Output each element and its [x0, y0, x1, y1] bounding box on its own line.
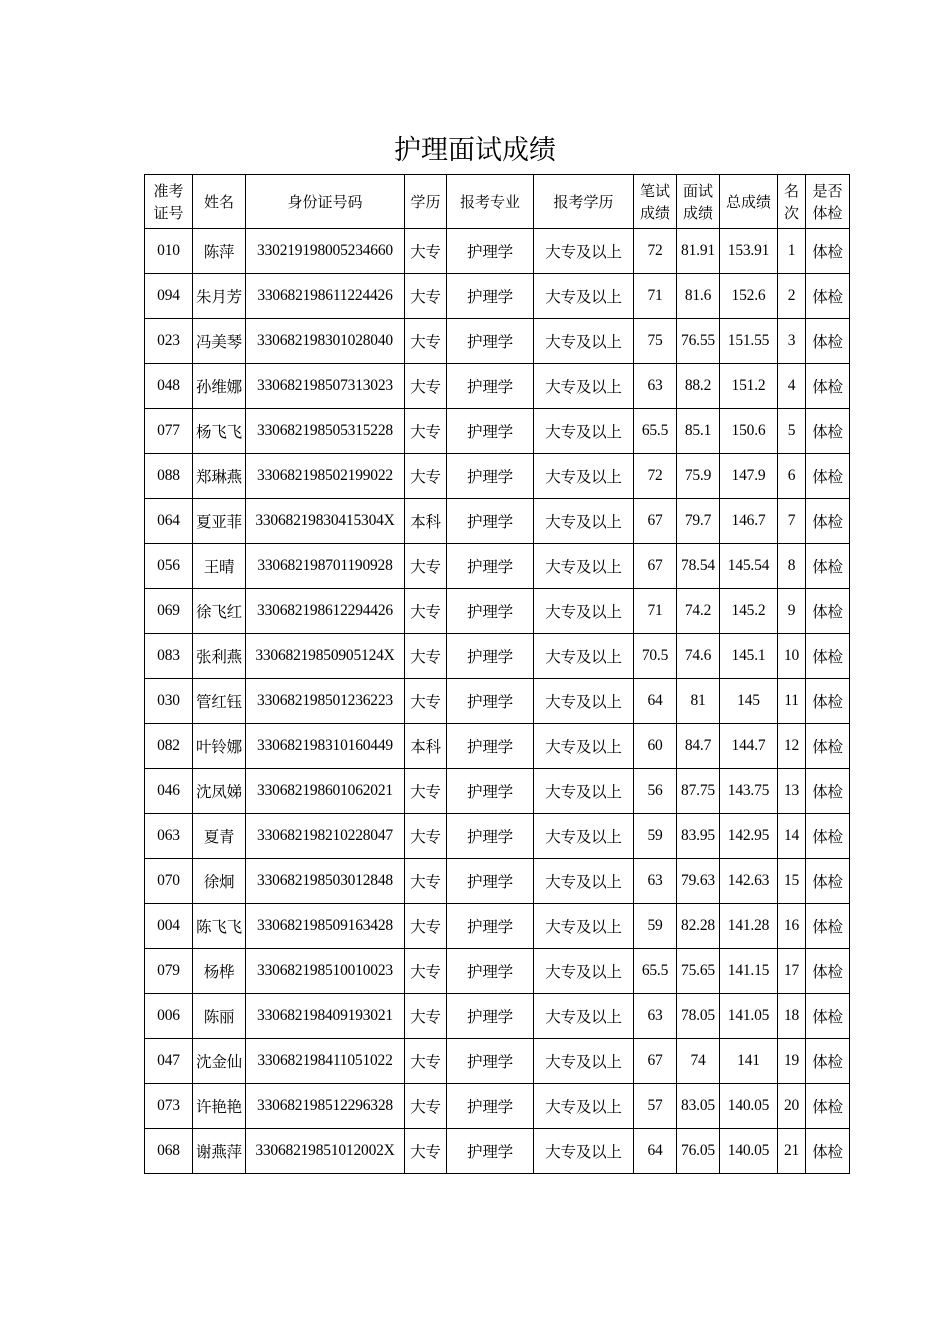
major-cell: 护理学: [447, 814, 534, 859]
name-cell: 徐炯: [193, 859, 246, 904]
required-education-cell: 大专及以上: [534, 679, 634, 724]
education-cell: 大专: [405, 1039, 447, 1084]
total-score-cell: 151.2: [720, 364, 778, 409]
written-score-cell: 70.5: [634, 634, 677, 679]
physical-exam-cell: 体检: [806, 904, 850, 949]
required-education-cell: 大专及以上: [534, 1039, 634, 1084]
rank-cell: 5: [778, 409, 806, 454]
interview-score-cell: 87.75: [677, 769, 720, 814]
interview-score-cell: 81.91: [677, 229, 720, 274]
total-score-cell: 152.6: [720, 274, 778, 319]
header-written-score: 笔试成绩: [639, 181, 670, 222]
header-cell: [193, 175, 246, 229]
required-education-cell: 大专及以上: [534, 499, 634, 544]
written-score-cell: 75: [634, 319, 677, 364]
rank-cell: 17: [778, 949, 806, 994]
major-cell: 护理学: [447, 589, 534, 634]
name-cell: 谢燕萍: [193, 1129, 246, 1174]
required-education-cell: 大专及以上: [534, 589, 634, 634]
id-number-cell: 330682198505315228: [246, 409, 405, 454]
rank-cell: 18: [778, 994, 806, 1039]
physical-exam-cell: 体检: [806, 1084, 850, 1129]
physical-exam-cell: 体检: [806, 859, 850, 904]
id-number-cell: 330682198502199022: [246, 454, 405, 499]
id-number-cell: 330682198507313023: [246, 364, 405, 409]
table-row: [145, 679, 850, 724]
id-number-cell: 330682198301028040: [246, 319, 405, 364]
major-cell: 护理学: [447, 949, 534, 994]
exam-no-cell: 023: [145, 319, 193, 364]
interview-score-cell: 81.6: [677, 274, 720, 319]
required-education-cell: 大专及以上: [534, 364, 634, 409]
physical-exam-cell: 体检: [806, 274, 850, 319]
education-cell: 大专: [405, 1084, 447, 1129]
total-score-cell: 141: [720, 1039, 778, 1084]
id-number-cell: 330682198310160449: [246, 724, 405, 769]
header-cell: [778, 175, 806, 229]
required-education-cell: 大专及以上: [534, 949, 634, 994]
education-cell: 本科: [405, 499, 447, 544]
physical-exam-cell: 体检: [806, 1129, 850, 1174]
name-cell: 徐飞红: [193, 589, 246, 634]
header-required-education: 报考学历: [553, 192, 614, 211]
rank-cell: 12: [778, 724, 806, 769]
exam-no-cell: 010: [145, 229, 193, 274]
name-cell: 陈丽: [193, 994, 246, 1039]
total-score-cell: 145.2: [720, 589, 778, 634]
physical-exam-cell: 体检: [806, 589, 850, 634]
interview-score-cell: 88.2: [677, 364, 720, 409]
exam-no-cell: 048: [145, 364, 193, 409]
written-score-cell: 63: [634, 994, 677, 1039]
education-cell: 大专: [405, 814, 447, 859]
major-cell: 护理学: [447, 1039, 534, 1084]
written-score-cell: 65.5: [634, 409, 677, 454]
total-score-cell: 150.6: [720, 409, 778, 454]
header-cell: [405, 175, 447, 229]
major-cell: 护理学: [447, 229, 534, 274]
name-cell: 叶铃娜: [193, 724, 246, 769]
physical-exam-cell: 体检: [806, 724, 850, 769]
name-cell: 夏亚菲: [193, 499, 246, 544]
id-number-cell: 330682198501236223: [246, 679, 405, 724]
rank-cell: 13: [778, 769, 806, 814]
exam-no-cell: 070: [145, 859, 193, 904]
written-score-cell: 57: [634, 1084, 677, 1129]
required-education-cell: 大专及以上: [534, 904, 634, 949]
score-table: [144, 174, 850, 1174]
physical-exam-cell: 体检: [806, 814, 850, 859]
education-cell: 大专: [405, 364, 447, 409]
table-row: [145, 409, 850, 454]
physical-exam-cell: 体检: [806, 229, 850, 274]
table-row: [145, 1084, 850, 1129]
rank-cell: 20: [778, 1084, 806, 1129]
name-cell: 杨飞飞: [193, 409, 246, 454]
rank-cell: 15: [778, 859, 806, 904]
required-education-cell: 大专及以上: [534, 454, 634, 499]
exam-no-cell: 046: [145, 769, 193, 814]
rank-cell: 6: [778, 454, 806, 499]
total-score-cell: 141.15: [720, 949, 778, 994]
header-physical-exam: 是否体检: [812, 181, 843, 222]
major-cell: 护理学: [447, 769, 534, 814]
table-row: [145, 724, 850, 769]
education-cell: 大专: [405, 904, 447, 949]
major-cell: 护理学: [447, 679, 534, 724]
required-education-cell: 大专及以上: [534, 274, 634, 319]
exam-no-cell: 073: [145, 1084, 193, 1129]
interview-score-cell: 74: [677, 1039, 720, 1084]
interview-score-cell: 81: [677, 679, 720, 724]
header-cell: [447, 175, 534, 229]
physical-exam-cell: 体检: [806, 544, 850, 589]
interview-score-cell: 76.05: [677, 1129, 720, 1174]
table-row: [145, 859, 850, 904]
header-rank: 名次: [783, 181, 799, 222]
physical-exam-cell: 体检: [806, 409, 850, 454]
table-row: [145, 769, 850, 814]
exam-no-cell: 079: [145, 949, 193, 994]
education-cell: 大专: [405, 544, 447, 589]
major-cell: 护理学: [447, 544, 534, 589]
total-score-cell: 140.05: [720, 1129, 778, 1174]
total-score-cell: 141.05: [720, 994, 778, 1039]
physical-exam-cell: 体检: [806, 679, 850, 724]
total-score-cell: 140.05: [720, 1084, 778, 1129]
table-row: [145, 499, 850, 544]
rank-cell: 16: [778, 904, 806, 949]
exam-no-cell: 030: [145, 679, 193, 724]
id-number-cell: 330682198611224426: [246, 274, 405, 319]
id-number-cell: 330219198005234660: [246, 229, 405, 274]
written-score-cell: 59: [634, 904, 677, 949]
written-score-cell: 63: [634, 364, 677, 409]
header-id-number: 身份证号码: [287, 192, 363, 211]
name-cell: 张利燕: [193, 634, 246, 679]
id-number-cell: 33068219850905124X: [246, 634, 405, 679]
header-major: 报考专业: [459, 192, 520, 211]
total-score-cell: 144.7: [720, 724, 778, 769]
education-cell: 大专: [405, 274, 447, 319]
major-cell: 护理学: [447, 1084, 534, 1129]
required-education-cell: 大专及以上: [534, 544, 634, 589]
header-total-score: 总成绩: [725, 192, 771, 211]
required-education-cell: 大专及以上: [534, 1129, 634, 1174]
total-score-cell: 151.55: [720, 319, 778, 364]
table-row: [145, 589, 850, 634]
education-cell: 大专: [405, 229, 447, 274]
major-cell: 护理学: [447, 994, 534, 1039]
major-cell: 护理学: [447, 409, 534, 454]
interview-score-cell: 76.55: [677, 319, 720, 364]
exam-no-cell: 082: [145, 724, 193, 769]
rank-cell: 9: [778, 589, 806, 634]
written-score-cell: 63: [634, 859, 677, 904]
exam-no-cell: 064: [145, 499, 193, 544]
id-number-cell: 33068219851012002X: [246, 1129, 405, 1174]
physical-exam-cell: 体检: [806, 499, 850, 544]
name-cell: 陈飞飞: [193, 904, 246, 949]
rank-cell: 3: [778, 319, 806, 364]
exam-no-cell: 056: [145, 544, 193, 589]
rank-cell: 4: [778, 364, 806, 409]
major-cell: 护理学: [447, 1129, 534, 1174]
written-score-cell: 59: [634, 814, 677, 859]
education-cell: 大专: [405, 949, 447, 994]
total-score-cell: 145.1: [720, 634, 778, 679]
interview-score-cell: 79.7: [677, 499, 720, 544]
interview-score-cell: 83.95: [677, 814, 720, 859]
id-number-cell: 330682198409193021: [246, 994, 405, 1039]
table-row: [145, 544, 850, 589]
education-cell: 大专: [405, 994, 447, 1039]
header-cell: [720, 175, 778, 229]
header-cell: [246, 175, 405, 229]
exam-no-cell: 047: [145, 1039, 193, 1084]
physical-exam-cell: 体检: [806, 949, 850, 994]
rank-cell: 7: [778, 499, 806, 544]
id-number-cell: 330682198503012848: [246, 859, 405, 904]
exam-no-cell: 069: [145, 589, 193, 634]
header-exam-no: 准考证号: [153, 181, 184, 222]
header-cell: [534, 175, 634, 229]
total-score-cell: 146.7: [720, 499, 778, 544]
education-cell: 大专: [405, 769, 447, 814]
written-score-cell: 72: [634, 229, 677, 274]
required-education-cell: 大专及以上: [534, 229, 634, 274]
table-row: [145, 994, 850, 1039]
written-score-cell: 71: [634, 589, 677, 634]
required-education-cell: 大专及以上: [534, 814, 634, 859]
table-row: [145, 364, 850, 409]
interview-score-cell: 75.65: [677, 949, 720, 994]
written-score-cell: 67: [634, 544, 677, 589]
table-row: [145, 949, 850, 994]
rank-cell: 21: [778, 1129, 806, 1174]
physical-exam-cell: 体检: [806, 634, 850, 679]
total-score-cell: 147.9: [720, 454, 778, 499]
written-score-cell: 67: [634, 499, 677, 544]
written-score-cell: 67: [634, 1039, 677, 1084]
name-cell: 王晴: [193, 544, 246, 589]
exam-no-cell: 004: [145, 904, 193, 949]
total-score-cell: 145: [720, 679, 778, 724]
major-cell: 护理学: [447, 724, 534, 769]
interview-score-cell: 82.28: [677, 904, 720, 949]
table-row: [145, 229, 850, 274]
education-cell: 大专: [405, 409, 447, 454]
name-cell: 朱月芳: [193, 274, 246, 319]
required-education-cell: 大专及以上: [534, 409, 634, 454]
required-education-cell: 大专及以上: [534, 994, 634, 1039]
table-row: [145, 634, 850, 679]
education-cell: 大专: [405, 679, 447, 724]
interview-score-cell: 78.54: [677, 544, 720, 589]
total-score-cell: 142.95: [720, 814, 778, 859]
major-cell: 护理学: [447, 364, 534, 409]
written-score-cell: 56: [634, 769, 677, 814]
education-cell: 大专: [405, 1129, 447, 1174]
major-cell: 护理学: [447, 274, 534, 319]
header-education: 学历: [410, 192, 441, 211]
name-cell: 沈凤娣: [193, 769, 246, 814]
exam-no-cell: 068: [145, 1129, 193, 1174]
required-education-cell: 大专及以上: [534, 634, 634, 679]
total-score-cell: 143.75: [720, 769, 778, 814]
page-title: 护理面试成绩: [394, 135, 556, 166]
id-number-cell: 330682198701190928: [246, 544, 405, 589]
table-body: [145, 229, 850, 1174]
id-number-cell: 330682198512296328: [246, 1084, 405, 1129]
table-row: [145, 1039, 850, 1084]
written-score-cell: 72: [634, 454, 677, 499]
written-score-cell: 64: [634, 1129, 677, 1174]
major-cell: 护理学: [447, 499, 534, 544]
physical-exam-cell: 体检: [806, 1039, 850, 1084]
education-cell: 本科: [405, 724, 447, 769]
id-number-cell: 330682198510010023: [246, 949, 405, 994]
name-cell: 冯美琴: [193, 319, 246, 364]
interview-score-cell: 74.6: [677, 634, 720, 679]
total-score-cell: 153.91: [720, 229, 778, 274]
rank-cell: 1: [778, 229, 806, 274]
total-score-cell: 145.54: [720, 544, 778, 589]
rank-cell: 14: [778, 814, 806, 859]
education-cell: 大专: [405, 859, 447, 904]
name-cell: 许艳艳: [193, 1084, 246, 1129]
table-row: [145, 1129, 850, 1174]
exam-no-cell: 063: [145, 814, 193, 859]
major-cell: 护理学: [447, 634, 534, 679]
interview-score-cell: 79.63: [677, 859, 720, 904]
written-score-cell: 64: [634, 679, 677, 724]
interview-score-cell: 78.05: [677, 994, 720, 1039]
table-row: [145, 274, 850, 319]
table-row: [145, 454, 850, 499]
header-row: [145, 175, 850, 229]
rank-cell: 8: [778, 544, 806, 589]
exam-no-cell: 077: [145, 409, 193, 454]
interview-score-cell: 84.7: [677, 724, 720, 769]
education-cell: 大专: [405, 319, 447, 364]
major-cell: 护理学: [447, 319, 534, 364]
id-number-cell: 330682198612294426: [246, 589, 405, 634]
physical-exam-cell: 体检: [806, 364, 850, 409]
major-cell: 护理学: [447, 859, 534, 904]
total-score-cell: 142.63: [720, 859, 778, 904]
name-cell: 沈金仙: [193, 1039, 246, 1084]
exam-no-cell: 094: [145, 274, 193, 319]
major-cell: 护理学: [447, 454, 534, 499]
name-cell: 孙维娜: [193, 364, 246, 409]
interview-score-cell: 74.2: [677, 589, 720, 634]
interview-score-cell: 85.1: [677, 409, 720, 454]
id-number-cell: 330682198601062021: [246, 769, 405, 814]
rank-cell: 2: [778, 274, 806, 319]
interview-score-cell: 83.05: [677, 1084, 720, 1129]
exam-no-cell: 083: [145, 634, 193, 679]
education-cell: 大专: [405, 634, 447, 679]
header-cell: [677, 175, 720, 229]
header-interview-score: 面试成绩: [682, 181, 713, 222]
required-education-cell: 大专及以上: [534, 724, 634, 769]
id-number-cell: 33068219830415304X: [246, 499, 405, 544]
header-cell: [806, 175, 850, 229]
table-row: [145, 904, 850, 949]
written-score-cell: 71: [634, 274, 677, 319]
exam-no-cell: 006: [145, 994, 193, 1039]
header-cell: [634, 175, 677, 229]
written-score-cell: 65.5: [634, 949, 677, 994]
physical-exam-cell: 体检: [806, 319, 850, 364]
physical-exam-cell: 体检: [806, 994, 850, 1039]
education-cell: 大专: [405, 589, 447, 634]
id-number-cell: 330682198509163428: [246, 904, 405, 949]
physical-exam-cell: 体检: [806, 454, 850, 499]
id-number-cell: 330682198411051022: [246, 1039, 405, 1084]
name-cell: 陈萍: [193, 229, 246, 274]
rank-cell: 11: [778, 679, 806, 724]
required-education-cell: 大专及以上: [534, 1084, 634, 1129]
name-cell: 杨桦: [193, 949, 246, 994]
education-cell: 大专: [405, 454, 447, 499]
written-score-cell: 60: [634, 724, 677, 769]
required-education-cell: 大专及以上: [534, 319, 634, 364]
major-cell: 护理学: [447, 904, 534, 949]
rank-cell: 19: [778, 1039, 806, 1084]
name-cell: 夏青: [193, 814, 246, 859]
rank-cell: 10: [778, 634, 806, 679]
required-education-cell: 大专及以上: [534, 859, 634, 904]
header-name: 姓名: [203, 192, 234, 211]
id-number-cell: 330682198210228047: [246, 814, 405, 859]
name-cell: 郑琳燕: [193, 454, 246, 499]
name-cell: 管红钰: [193, 679, 246, 724]
table-row: [145, 319, 850, 364]
required-education-cell: 大专及以上: [534, 769, 634, 814]
table-row: [145, 814, 850, 859]
interview-score-cell: 75.9: [677, 454, 720, 499]
exam-no-cell: 088: [145, 454, 193, 499]
physical-exam-cell: 体检: [806, 769, 850, 814]
header-cell: [145, 175, 193, 229]
total-score-cell: 141.28: [720, 904, 778, 949]
